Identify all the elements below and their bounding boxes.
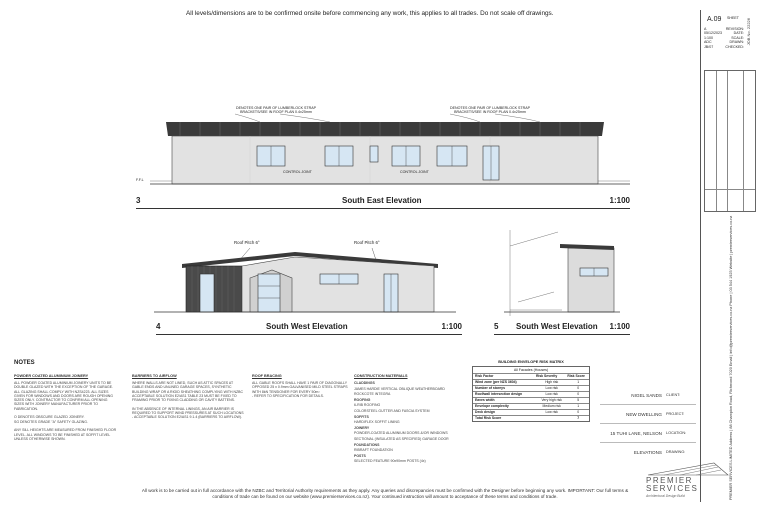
risk-total-row: Total Risk Score 7 [475,416,580,420]
material-item: COLORSTEEL GUTTER AND FASCIA SYSTEM [354,408,430,413]
material-item: POSTS [354,453,366,458]
note-body: ALL GABLE ROOFS SHALL HAVE 1 PAIR OF DIAGONALLY OPPOSED 25 x 0.9mm GALVANISED MILD STEEL STRAPS WITH 8kN TENSIONER FOR EVERY 50m² - REFER TO SPECIFICATION FOR DETAILS. [252,381,348,398]
risk-row: Eaves width Very high risk 5 [473,398,589,404]
field-value: ADC [704,40,712,45]
risk-row: Envelope complexity Medium risk 1 [473,404,589,410]
location-label: LOCATION: [666,431,687,435]
elevation-5-scale: 1:100 [609,322,630,331]
note-airflow [132,374,244,420]
project-name: NEW DWELLING [626,411,662,417]
field-label: REVISION: [725,27,744,31]
risk-header: Risk Score [567,374,585,378]
company-name: PREMIER SERVICES [646,476,699,493]
footer-disclaimer: All work is to be carried out in full accordance with the NZBC and Territorial Authority requirements as they apply. Any queries and discrepancies must be confirmed with the Designer before beginning any work. IMPORTANT: Our full terms & conditions of trade can be found on our website (www.premierservices.co.nz). Your continued instruction will amount to acceptance of these terms and conditions of trade. [141,488,629,499]
client-name: NIGEL SANDS [631,392,662,398]
material-item: ROCKCOTE INTEGRA [354,392,391,397]
material-item: RIBRAFT FOUNDATION [354,448,393,453]
client-info [600,386,696,461]
logo-mark-icon [644,462,734,476]
drawing-label: DRAWING: [666,450,686,454]
field-value: A [704,27,707,31]
risk-header: Risk Factor [475,374,494,378]
construction-materials [354,374,470,465]
roof-pitch-a: Roof Pitch 6° [234,240,260,245]
field-label: DRAWN: [729,40,744,45]
header-note: All levels/dimensions are to be confirmed onsite before commencing any work, this applies to all trades. Do not scale off drawings. [186,10,554,17]
field-label: DATE: [733,31,744,36]
risk-row: Wind zone (per NZS 3604) High risk 1 [473,380,589,386]
elevation-3-number: 3 [136,196,141,205]
material-item: ROOFING [354,397,371,402]
material-item: CLADDINGS [354,381,375,385]
material-item: SOFFITS [354,414,369,419]
risk-matrix [472,360,590,422]
note-heading: BARRIERS TO AIRFLOW [132,374,177,378]
material-item: SELECTED FEATURE 90x90mm POSTS (4x) [354,459,426,464]
elevation-4-title-bar [156,322,462,335]
location-value: 15 TUHI LANE, NELSON [610,430,662,436]
note-body: ALL POWDER COATED ALUMINIUM JOINERY UNITS TO BE DOUBLE GLAZED WITH THE EXCEPTION OF THE GARAGE. ALL GLAZING SHALL COMPLY WITH NZS4223. ALL SIZES GIVEN FOR WINDOWS AND DOORS ARE ROUGH OPENING SIZES ONLY. CONTRACTOR TO CONFIRM ALL OPENING SIZES WITH JOINERY MANUFACTURER PRIOR TO FABRICATION. O DENOTES OBSCURE GLAZED JOINERY. SG DENOTES GRADE "A" SAFETY GLAZING. ANY SILL HEIGHTS ARE MEASURED FROM FINISHED FLOOR LEVEL. ALL WINDOWS TO BE FINISHED AT SOFFIT LEVEL UNLESS OTHERWISE SHOWN. [14,381,117,441]
project-label: PROJECT: [666,412,685,416]
note-roof-bracing [252,374,348,398]
risk-row: Deck design Low risk 0 [473,410,589,416]
material-item: JAMES HARDIE VERTICAL OBLIQUE WEATHERBOARD [354,386,445,391]
title-fields [704,27,744,49]
elevation-4-drawing [150,244,460,324]
elevation-5-number: 5 [494,322,499,331]
field-value: 1:100 [704,35,713,40]
note-body: WHERE WALLS ARE NOT LINED, SUCH AS ATTIC SPACES AT GABLE ENDS AND UNLINED GARAGE SPACES, SYNTHETIC BUILDING WRAP OR A RIGID SHEATHING COMPLYING WITH NZBC ACCEPTABLE SOLUTION E2/AS1 TABLE 23 MUST BE FIXED TO FRAMING PRIOR TO FIXING CLADDING OR CAVITY BATTENS. IN THE ABSENCE OF INTERNAL LININGS, AN AIR BARRIER IS REQUIRED TO SUPPORT WIND PRESSURES AT SUCH LOCATIONS - ACCEPTABLE SOLUTION E2/AS1 9.1.4 (BARRIERS TO AIRFLOW). [132,381,244,420]
field-label: CHECKED: [725,44,744,49]
ffl-label-e3: F.F.L [136,178,144,182]
drawing-value: ELEVATIONS [633,449,662,455]
client-label: CLIENT: [666,393,681,397]
elevation-4-scale: 1:100 [441,322,462,331]
material-item: FOUNDATIONS [354,442,380,447]
control-joint-label-1: CONTROL JOINT [283,170,312,174]
elevation-4-number: 4 [156,322,161,331]
note-heading: ROOF BRACING [252,374,282,378]
job-number: JOB No. 22226 [746,18,751,46]
risk-row: Number of storeys Low risk 0 [473,386,589,392]
construction-heading: CONSTRUCTION MATERIALS [354,374,408,378]
revision-table [704,70,756,212]
control-joint-label-2: CONTROL JOINT [400,170,429,174]
sheet-number: A.09 [707,16,722,23]
material-item: JOINERY [354,425,370,430]
field-value: JB/07 [704,44,714,49]
elevation-3-title-bar [136,196,630,209]
risk-row: Roof/wall intersection design Low risk 0 [473,392,589,398]
material-item: 6-RIB ROOFING [354,403,381,408]
lumberlock-note-right: DENOTES ONE PAIR OF LUMBERLOCK STRAP BRACKETS/SEE IN ROOF PLAN 0.4x25mm [449,106,530,115]
note-heading: POWDER COATED ALUMINIUM JOINERY [14,374,89,378]
risk-matrix-title: BUILDING ENVELOPE RISK MATRIX [498,360,564,364]
company-details: PREMIER SERVICES LIMITED Address | 88 Champion Road, Richmond 7020 Email | info@premierservices.co.nz Phone | 03 544 1925 Website | premierservices.co.nz [729,215,733,500]
elevation-5-title-bar [494,322,630,335]
elevation-3-scale: 1:100 [609,196,630,205]
material-item: POWDER-COATED ALUMINIUM DOORS &/OR WINDOWS [354,431,448,436]
elevation-5-drawing [498,226,624,322]
title-block [700,10,759,502]
elevation-3-title: South East Elevation [342,196,422,205]
elevation-3-drawing [130,100,650,210]
company-tagline: Architectural Design Build [646,494,685,498]
risk-matrix-subtitle: All Facades (Houses) [473,367,589,374]
lumberlock-note-left: DENOTES ONE PAIR OF LUMBERLOCK STRAP BRACKETS/SEE IN ROOF PLAN 0.4x25mm [235,106,316,115]
field-value: 05/12/2023 [704,31,722,36]
notes-title: NOTES [14,360,35,366]
sheet-label: SHEET [727,16,739,20]
material-item: SECTIONAL (INSULATED AS SPECIFIED) GARAGE DOOR [354,436,449,441]
field-label: SCALE: [731,35,744,40]
elevation-5-title: South West Elevation [516,322,598,331]
company-logo [644,462,734,498]
note-joinery [14,374,118,441]
elevation-4-title: South West Elevation [266,322,348,331]
roof-pitch-b: Roof Pitch 6° [354,240,380,245]
material-item: HARDIFLEX SOFFIT LINING [354,420,400,425]
risk-header: Risk Severity [535,374,558,378]
